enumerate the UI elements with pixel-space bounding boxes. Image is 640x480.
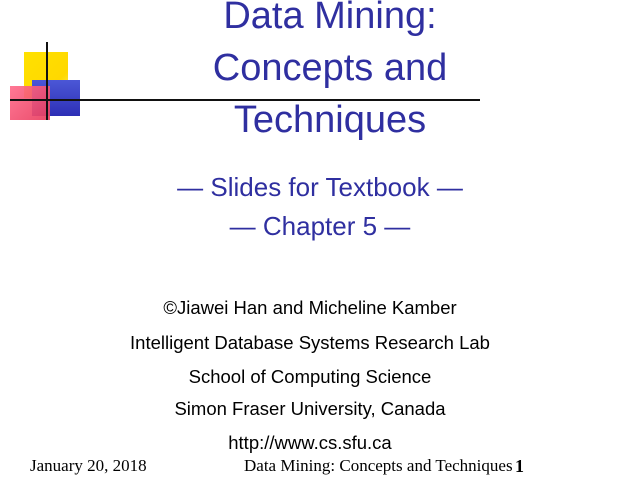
school-credit: School of Computing Science: [188, 366, 432, 387]
title-line: Data Mining:: [223, 0, 437, 37]
vertical-rule-decoration: [46, 42, 48, 120]
title-line: Techniques: [233, 99, 427, 141]
page-number: 1: [515, 456, 524, 476]
slide-title: [150, 0, 510, 146]
university-credit: Simon Fraser University, Canada: [174, 398, 446, 419]
lab-credit: Intelligent Database Systems Research Lab: [130, 332, 490, 353]
red-square-decoration: [10, 86, 50, 120]
footer-title: Data Mining: Concepts and Techniques: [244, 456, 513, 475]
website-link[interactable]: http://www.cs.sfu.ca: [228, 432, 392, 453]
subtitle-chapter: — Chapter 5 —: [229, 211, 411, 241]
title-line: Concepts and: [212, 47, 448, 89]
subtitle-textbook: — Slides for Textbook —: [177, 172, 463, 202]
footer-date: January 20, 2018: [30, 456, 147, 475]
author-credit: ©Jiawei Han and Micheline Kamber: [163, 297, 457, 318]
